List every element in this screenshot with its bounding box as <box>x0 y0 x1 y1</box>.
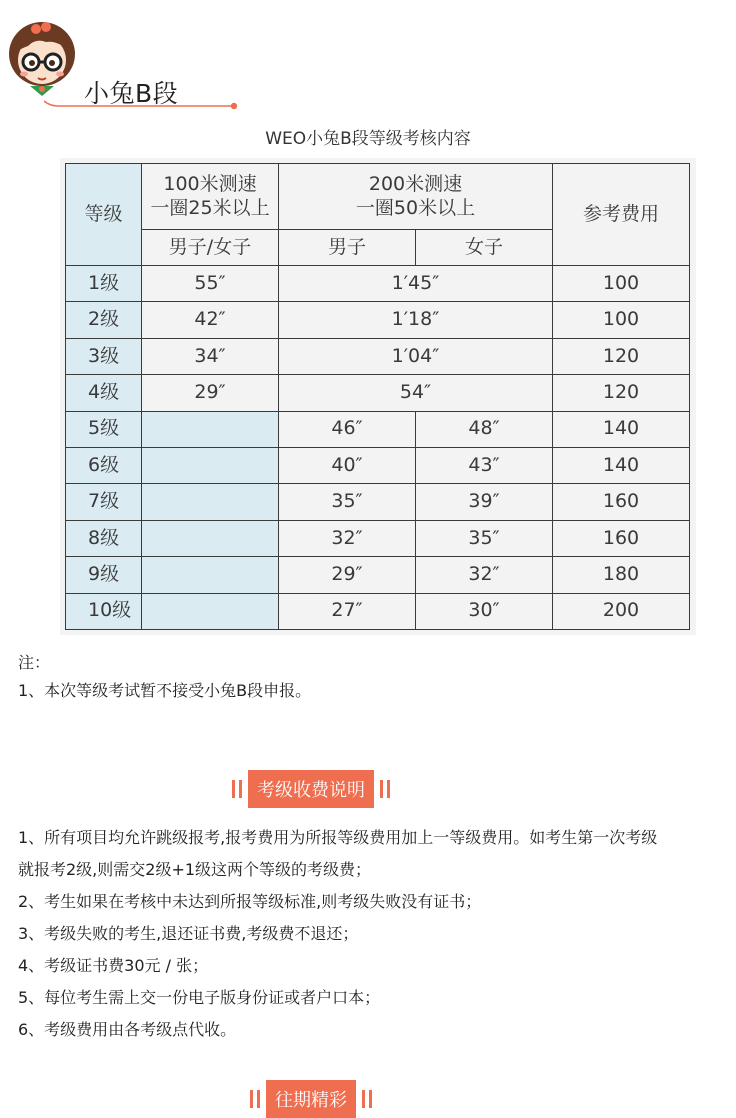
subheader-200m-female: 女子 <box>416 230 553 266</box>
fee-section-title: 考级收费说明 <box>248 770 374 808</box>
table-row <box>66 411 690 447</box>
cell-200m-male: 32″ <box>279 520 416 556</box>
cell-200m-male: 35″ <box>279 484 416 520</box>
table-row <box>66 266 690 302</box>
cell-200m-male: 27″ <box>279 593 416 629</box>
fee-item: 就报考2级,则需交2级+1级这两个等级的考级费； <box>18 860 372 879</box>
subheader-100m: 男子/女子 <box>142 230 279 266</box>
table-row <box>66 447 690 483</box>
bar-decoration <box>380 780 383 798</box>
table-row <box>66 375 690 411</box>
cell-200m-female: 35″ <box>416 520 553 556</box>
cell-fee: 160 <box>553 484 690 520</box>
cell-200m-female: 39″ <box>416 484 553 520</box>
cell-200m-male: 46″ <box>279 411 416 447</box>
cell-fee: 140 <box>553 447 690 483</box>
header-grade: 等级 <box>66 164 142 266</box>
past-section-header[interactable] <box>248 1080 374 1118</box>
cell-200m: 1′45″ <box>279 266 553 302</box>
cell-200m-male: 40″ <box>279 447 416 483</box>
cell-fee: 200 <box>553 593 690 629</box>
note-label: 注： <box>18 653 51 672</box>
cell-100m-empty <box>142 593 279 629</box>
cell-100m: 55″ <box>142 266 279 302</box>
fee-item: 3、考级失败的考生,退还证书费,考级费不退还； <box>18 924 359 943</box>
bar-decoration <box>369 1090 372 1108</box>
cell-fee: 120 <box>553 375 690 411</box>
cell-fee: 140 <box>553 411 690 447</box>
avatar-icon <box>6 18 78 98</box>
cell-grade: 4级 <box>66 375 142 411</box>
bar-decoration <box>362 1090 365 1108</box>
cell-100m-empty <box>142 447 279 483</box>
fee-section-header <box>230 770 392 808</box>
fee-item: 5、每位考生需上交一份电子版身份证或者户口本； <box>18 988 381 1007</box>
table-row <box>66 520 690 556</box>
cell-200m-female: 32″ <box>416 557 553 593</box>
past-section-title[interactable]: 往期精彩 <box>266 1080 356 1118</box>
cell-100m: 42″ <box>142 302 279 338</box>
bar-decoration <box>387 780 390 798</box>
cell-200m-female: 48″ <box>416 411 553 447</box>
cell-grade: 5级 <box>66 411 142 447</box>
cell-200m-female: 43″ <box>416 447 553 483</box>
cell-fee: 180 <box>553 557 690 593</box>
header-100m: 100米测速 一圈25米以上 <box>142 164 279 230</box>
cell-200m-female: 30″ <box>416 593 553 629</box>
cell-fee: 120 <box>553 338 690 374</box>
cell-fee: 160 <box>553 520 690 556</box>
header-200m: 200米测速 一圈50米以上 <box>279 164 553 230</box>
header-fee: 参考费用 <box>553 164 690 266</box>
page-title: 小兔B段 <box>84 79 179 108</box>
cell-100m-empty <box>142 411 279 447</box>
cell-grade: 9级 <box>66 557 142 593</box>
table-row <box>66 302 690 338</box>
cell-grade: 1级 <box>66 266 142 302</box>
cell-fee: 100 <box>553 302 690 338</box>
cell-100m: 34″ <box>142 338 279 374</box>
cell-100m-empty <box>142 557 279 593</box>
cell-200m: 1′04″ <box>279 338 553 374</box>
bar-decoration <box>257 1090 260 1108</box>
table-caption: WEO小兔B段等级考核内容 <box>265 129 471 149</box>
fee-item: 4、考级证书费30元 / 张； <box>18 956 209 975</box>
cell-grade: 7级 <box>66 484 142 520</box>
cell-grade: 10级 <box>66 593 142 629</box>
fee-item: 6、考级费用由各考级点代收。 <box>18 1020 237 1039</box>
table-row <box>66 484 690 520</box>
cell-200m-male: 29″ <box>279 557 416 593</box>
cell-100m: 29″ <box>142 375 279 411</box>
cell-fee: 100 <box>553 266 690 302</box>
bar-decoration <box>250 1090 253 1108</box>
title-underline <box>44 100 240 114</box>
cell-100m-empty <box>142 520 279 556</box>
cell-grade: 8级 <box>66 520 142 556</box>
note-line: 1、本次等级考试暂不接受小兔B段申报。 <box>18 681 312 700</box>
subheader-200m-male: 男子 <box>279 230 416 266</box>
table-row <box>66 557 690 593</box>
fee-item: 1、所有项目均允许跳级报考,报考费用为所报等级费用加上一等级费用。如考生第一次考级 <box>18 828 658 847</box>
cell-grade: 6级 <box>66 447 142 483</box>
cell-200m: 1′18″ <box>279 302 553 338</box>
grade-table <box>65 163 690 630</box>
cell-grade: 3级 <box>66 338 142 374</box>
fee-item: 2、考生如果在考核中未达到所报等级标准,则考级失败没有证书； <box>18 892 482 911</box>
table-row <box>66 338 690 374</box>
bar-decoration <box>239 780 242 798</box>
cell-grade: 2级 <box>66 302 142 338</box>
cell-100m-empty <box>142 484 279 520</box>
table-row <box>66 593 690 629</box>
bar-decoration <box>232 780 235 798</box>
cell-200m: 54″ <box>279 375 553 411</box>
